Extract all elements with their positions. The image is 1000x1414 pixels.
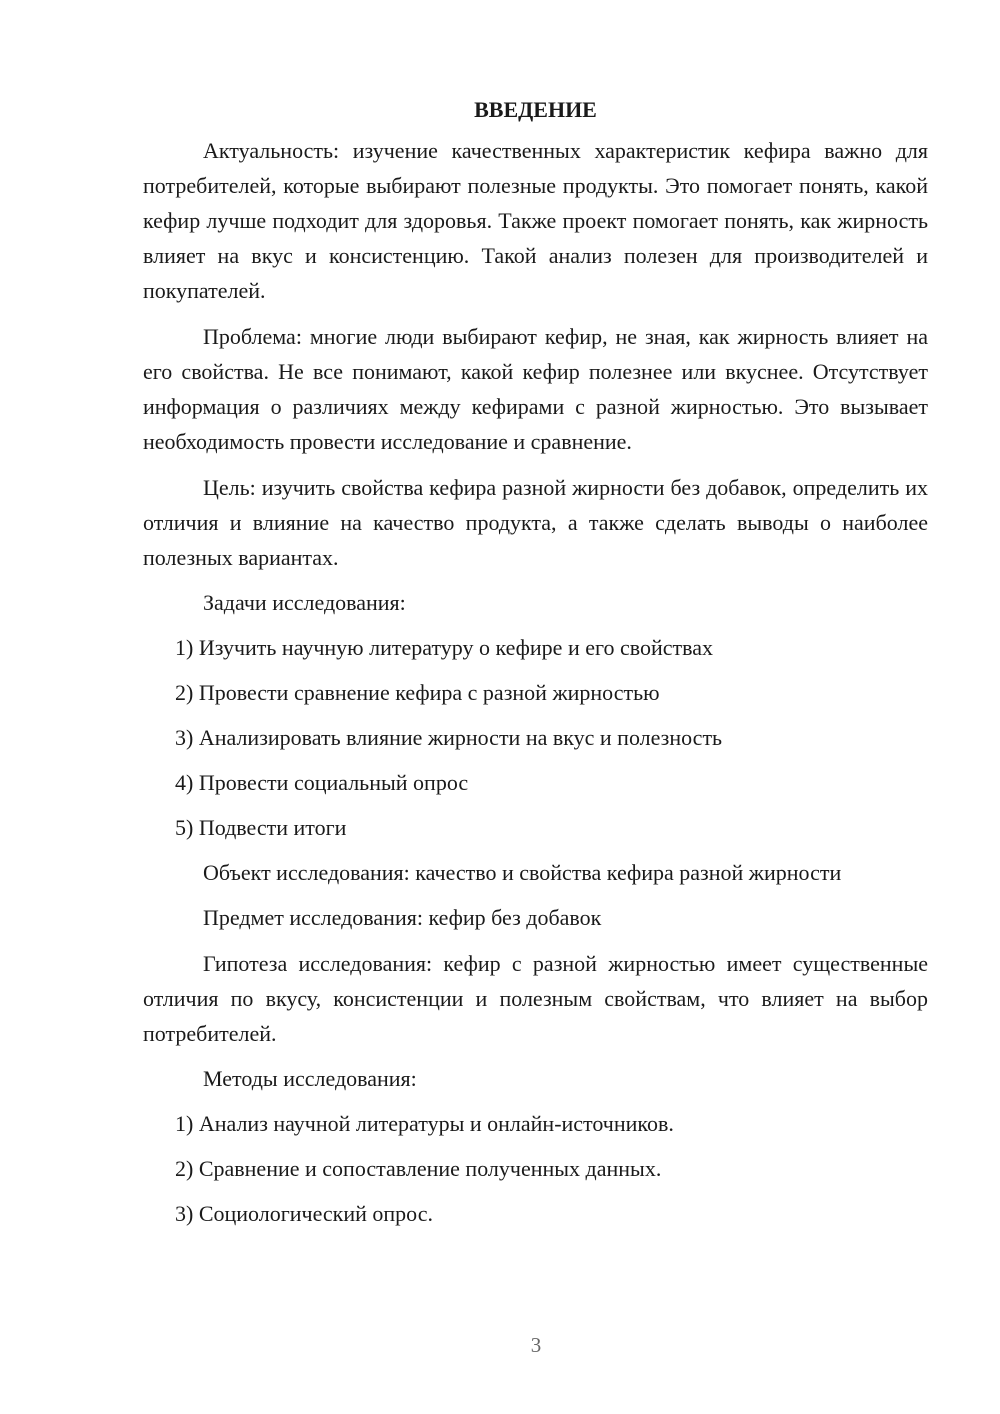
object-line: Объект исследования: качество и свойства кефира разной жирности <box>203 860 842 885</box>
list-item: 2) Провести сравнение кефира с разной жирностью <box>175 680 660 705</box>
methods-list <box>143 1106 928 1231</box>
page-content <box>143 92 928 1231</box>
relevance-paragraph: Актуальность: изучение качественных характеристик кефира важно для потребителей, которые выбирают полезные продукты. Это помогает понять, какой кефир лучше подходит для здоровья. Также проект помогает понять, как жирность влияет на вкус и консистенцию. Такой анализ полезен для производителей и покупателей. <box>143 138 928 303</box>
section-heading: ВВЕДЕНИЕ <box>474 97 597 122</box>
list-item: 3) Социологический опрос. <box>175 1201 433 1226</box>
problem-paragraph: Проблема: многие люди выбирают кефир, не зная, как жирность влияет на его свойства. Не все понимают, какой кефир полезнее или вкуснее. Отсутствует информация о различиях между кефирами с разной жирностью. Это вызывает необходимость провести исследование и сравнение. <box>143 324 928 454</box>
list-item: 1) Изучить научную литературу о кефире и его свойствах <box>175 635 713 660</box>
list-item: 3) Анализировать влияние жирности на вкус и полезность <box>175 725 723 750</box>
methods-title: Методы исследования: <box>203 1066 417 1091</box>
list-item: 4) Провести социальный опрос <box>175 770 469 795</box>
tasks-list <box>143 630 928 845</box>
goal-paragraph: Цель: изучить свойства кефира разной жирности без добавок, определить их отличия и влияние на качество продукта, а также сделать выводы о наиболее полезных вариантах. <box>143 475 928 570</box>
list-item: 2) Сравнение и сопоставление полученных данных. <box>175 1156 662 1181</box>
subject-line: Предмет исследования: кефир без добавок <box>203 905 602 930</box>
list-item: 1) Анализ научной литературы и онлайн-источников. <box>175 1111 674 1136</box>
hypothesis-paragraph: Гипотеза исследования: кефир с разной жирностью имеет существенные отличия по вкусу, консистенции и полезным свойствам, что влияет на выбор потребителей. <box>143 951 928 1046</box>
list-item: 5) Подвести итоги <box>175 815 347 840</box>
tasks-title: Задачи исследования: <box>203 590 406 615</box>
page-number: 3 <box>530 1333 542 1357</box>
